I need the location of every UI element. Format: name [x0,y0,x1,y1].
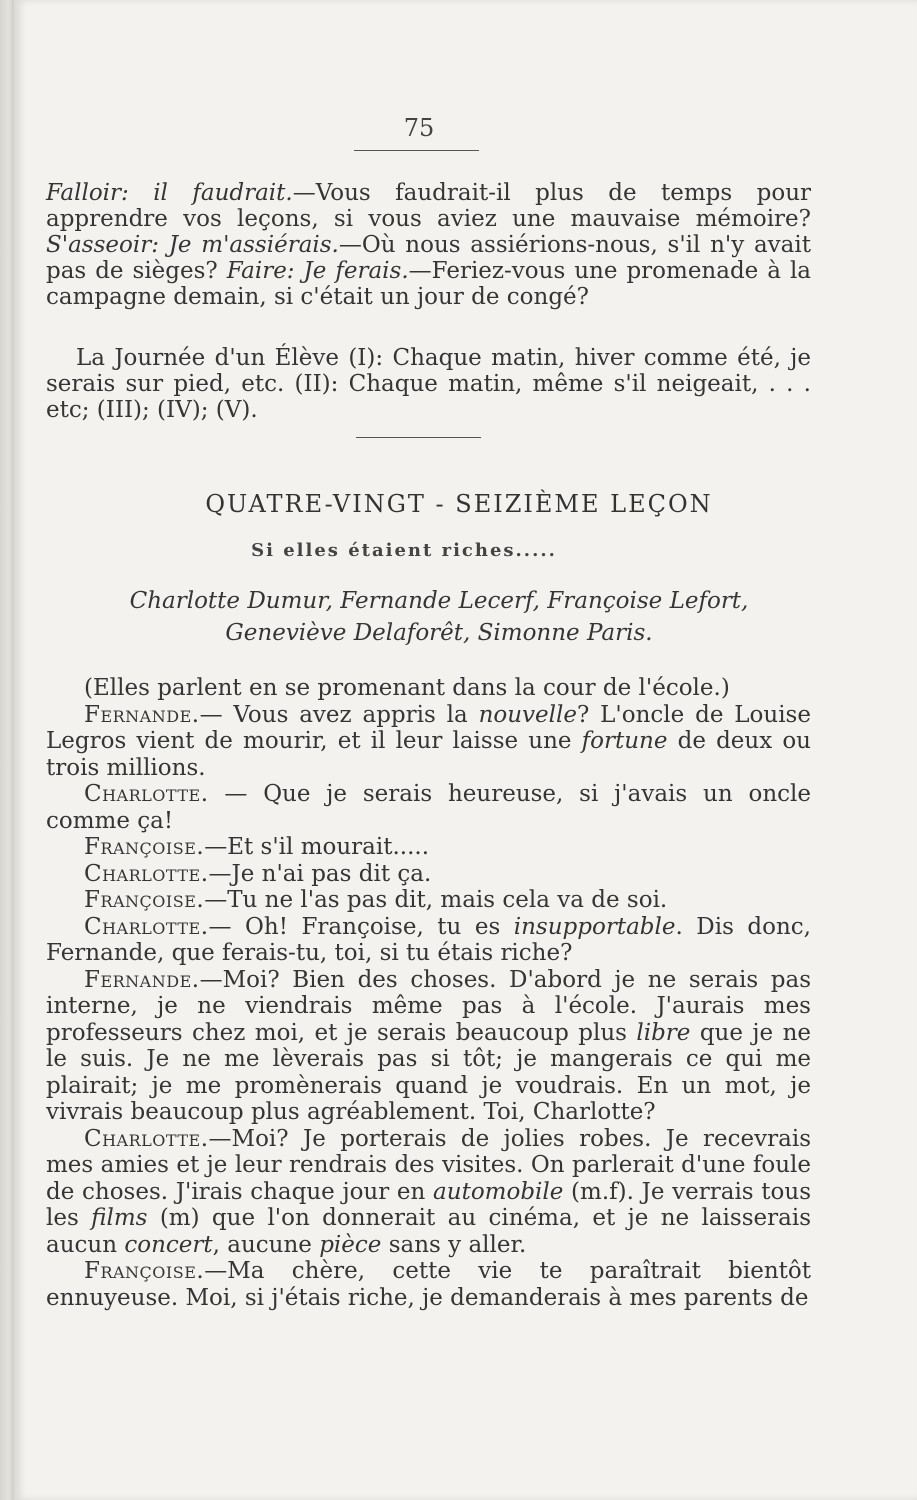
dialogue-line [46,781,811,834]
exercise-text: La Journée d'un Élève (I): Chaque matin, hiver comme été, je serais sur pied, etc. (II): Chaque matin, même s'il neigeait, . . . etc; (III); (IV); (V). [46,345,811,423]
falloir-question: —Vous faudrait-il plus de temps pour apprendre vos leçons, si vous aviez une mauvaise mémoire? [46,180,812,232]
dialogue-line [46,702,811,782]
dialogue-line [46,861,811,888]
italic-term: fortune [581,728,668,754]
section-rule [356,437,481,438]
top-rule [354,150,479,151]
dialogue-line [46,1126,811,1259]
line-text: —Moi? Je porterais de jolies robes. Je recevrais mes amies et je leur rendrais des visites. On parlerait d'une foule de choses. J'irais chaque jour en [46,1125,811,1205]
line-text: —Je n'ai pas dit ça. [208,860,432,887]
character-list-line-1: Charlotte Dumur, Fernande Lecerf, Françoise Lefort, [129,588,749,614]
lesson-subtitle: Si elles étaient riches..... [251,540,557,561]
line-text: (m) que l'on donnerait au cinéma, et je ne laisserais aucun [46,1205,811,1258]
italic-term: nouvelle [478,701,577,728]
line-text: (m.f). Je verrais tous les [46,1178,812,1231]
speaker-name: Charlotte. [84,913,209,940]
sasseoir-example: S'asseoir: Je m'assiérais. [46,232,339,258]
line-text: —Ma chère, cette vie te paraîtrait bientôt ennuyeuse. Moi, si j'étais riche, je demanderais à mes parents de [46,1258,811,1311]
line-text: —Moi? Bien des choses. D'abord je ne serais pas interne, je ne viendrais même pas à l'école. J'aurais mes professeurs chez moi, et je serais beaucoup plus [46,966,811,1046]
line-text: sans y aller. [381,1231,527,1258]
sasseoir-question: —Où nous assiérions-nous, s'il n'y avait pas de sièges? [46,232,811,284]
line-text: — Vous avez appris la [199,701,479,728]
character-list [54,585,824,649]
speaker-name: Françoise. [84,834,205,860]
dialogue-line [46,914,811,967]
line-text: que je ne le suis. Je ne me lèverais pas si tôt; je mangerais ce qui me plairait; je me promènerais quand je voudrais. En un mot, je vivrais beaucoup plus agréablement. Toi, Charlotte? [46,1019,811,1125]
dialogue-line [46,834,811,861]
line-text: ? L'oncle de Louise Legros vient de mourir, et il leur laisse une [46,701,811,754]
line-text: de deux ou trois millions. [46,728,811,781]
italic-term: pièce [319,1231,382,1258]
conditional-examples-paragraph [46,180,811,310]
line-text: . Dis donc, Fernande, que ferais-tu, toi, si tu étais riche? [46,913,811,966]
speaker-name: Fernande. [84,701,200,728]
dialogue-line [46,967,811,1126]
italic-term: insupportable [513,913,676,940]
stage-direction: (Elles parlent en se promenant dans la cour de l'école.) [84,675,730,701]
dialogue [46,675,811,1311]
line-text: —Tu ne l'as pas dit, mais cela va de soi. [204,887,668,913]
page-number: 75 [403,114,435,142]
italic-term: libre [636,1019,691,1046]
speaker-name: Charlotte. [84,1125,209,1152]
italic-term: automobile [433,1178,564,1205]
dialogue-line [46,1258,811,1311]
speaker-name: Françoise. [84,887,205,913]
speaker-name: Charlotte. [84,781,209,807]
falloir-example: Falloir: il faudrait. [46,180,293,206]
line-text: — Oh! Françoise, tu es [208,913,514,940]
italic-term: films [91,1205,148,1231]
line-text: — Que je serais heureuse, si j'avais un oncle comme ça! [46,781,811,834]
speaker-name: Fernande. [84,966,200,993]
faire-question: —Feriez-vous une promenade à la campagne demain, si c'était un jour de congé? [46,258,812,310]
dialogue-line [46,887,811,914]
book-spine [0,0,14,1500]
lesson-title: QUATRE-VINGT - SEIZIÈME LEÇON [205,490,713,518]
faire-example: Faire: Je ferais. [226,258,409,284]
speaker-name: Françoise. [84,1258,205,1284]
line-text: , aucune [212,1231,320,1258]
italic-term: concert [124,1231,213,1258]
exercise-paragraph [46,345,811,423]
line-text: —Et s'il mourait..... [204,834,430,860]
speaker-name: Charlotte. [84,860,209,887]
character-list-line-2: Geneviève Delaforêt, Simonne Paris. [225,620,653,646]
book-page [14,0,917,1500]
